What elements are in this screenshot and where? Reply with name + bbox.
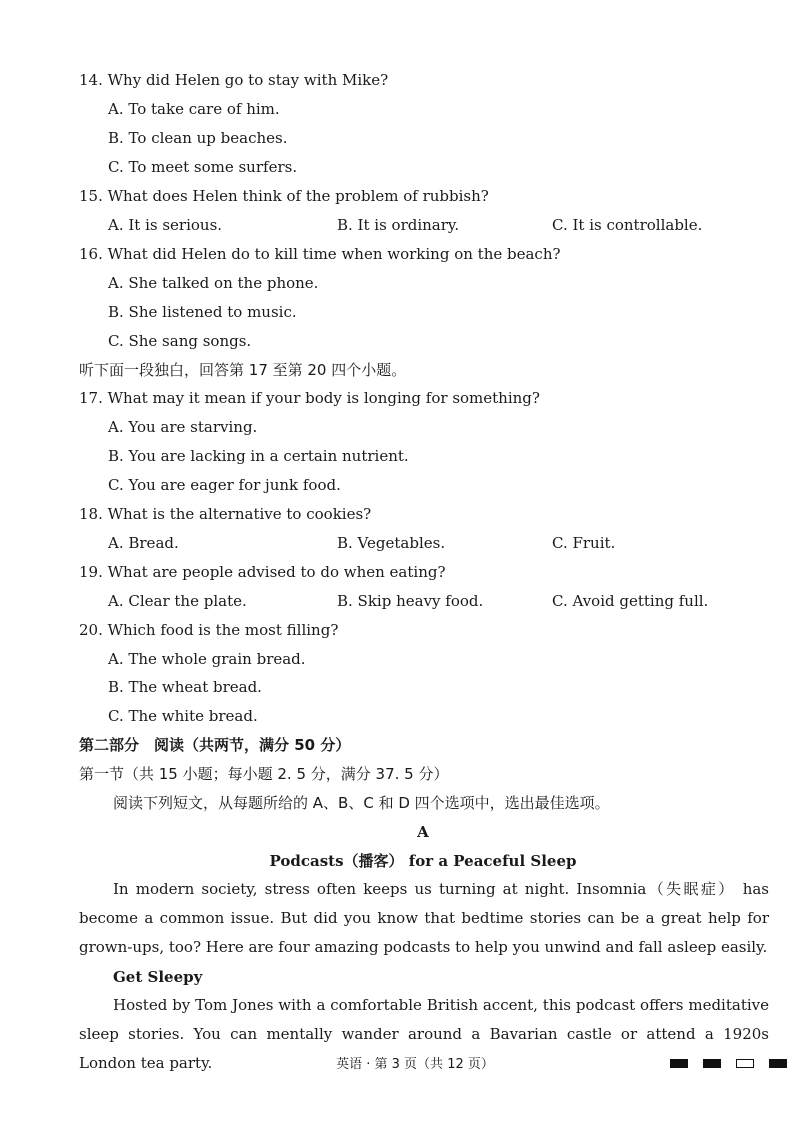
reading-instruction: 阅读下列短文，从每题所给的 A、B、C 和 D 四个选项中，选出最佳选项。 [113,794,610,812]
question-17-option-b: B. You are lacking in a certain nutrient. [108,447,409,465]
passage-title: Podcasts（播客） for a Peaceful Sleep [269,852,577,870]
question-18-option-c: C. Fruit. [552,534,616,552]
section-one-heading: 第一节（共 15 小题；每小题 2. 5 分，满分 37. 5 分） [79,765,449,783]
question-20-stem: 20. Which food is the most filling? [79,621,339,639]
passage-intro-paragraph: In modern society, stress often keeps us turning at night. Insomnia（失眠症） has become a common issue. But did you know that bedtime stories can be a great help for grown-ups, too? Here are four amazing podcasts to help you unwind and fall asleep easily. [79,880,769,956]
question-19-option-b: B. Skip heavy food. [337,592,484,610]
question-19-option-c: C. Avoid getting full. [552,592,709,610]
monologue-instruction: 听下面一段独白，回答第 17 至第 20 四个小题。 [79,361,407,379]
question-20-option-a: A. The whole grain bread. [108,650,306,668]
question-18-option-b: B. Vegetables. [337,534,446,552]
passage-body-paragraph: Hosted by Tom Jones with a comfortable British accent, this podcast offers meditative sleep stories. You can mentally wander around a Bavarian castle or attend a 1920s London tea party. [79,996,769,1072]
page-mark-empty [736,1059,754,1068]
question-19-option-a: A. Clear the plate. [108,592,247,610]
question-20-option-c: C. The white bread. [108,707,258,725]
question-16-option-a: A. She talked on the phone. [108,274,319,292]
question-14-option-a: A. To take care of him. [108,100,280,118]
page-footer: 英语 · 第 3 页（共 12 页） [336,1057,494,1072]
question-14-option-b: B. To clean up beaches. [108,129,288,147]
question-15-option-a: A. It is serious. [108,216,223,234]
page-mark-filled [703,1059,721,1068]
question-19-stem: 19. What are people advised to do when eating? [79,563,446,581]
question-20-option-b: B. The wheat bread. [108,678,262,696]
page-mark-filled [670,1059,688,1068]
question-17-stem: 17. What may it mean if your body is longing for something? [79,389,540,407]
question-16-option-c: C. She sang songs. [108,332,252,350]
question-15-option-b: B. It is ordinary. [337,216,460,234]
question-15-option-c: C. It is controllable. [552,216,703,234]
question-14-option-c: C. To meet some surfers. [108,158,298,176]
question-16-stem: 16. What did Helen do to kill time when working on the beach? [79,245,561,263]
passage-letter: A [417,823,429,841]
question-17-option-c: C. You are eager for junk food. [108,476,341,494]
question-15-stem: 15. What does Helen think of the problem of rubbish? [79,187,489,205]
question-16-option-b: B. She listened to music. [108,303,297,321]
passage-subheading: Get Sleepy [113,968,203,986]
page-mark-filled [769,1059,787,1068]
question-18-option-a: A. Bread. [108,534,179,552]
question-17-option-a: A. You are starving. [108,418,258,436]
question-18-stem: 18. What is the alternative to cookies? [79,505,372,523]
part-two-heading: 第二部分 阅读（共两节，满分 50 分） [79,736,351,754]
question-14-stem: 14. Why did Helen go to stay with Mike? [79,71,389,89]
